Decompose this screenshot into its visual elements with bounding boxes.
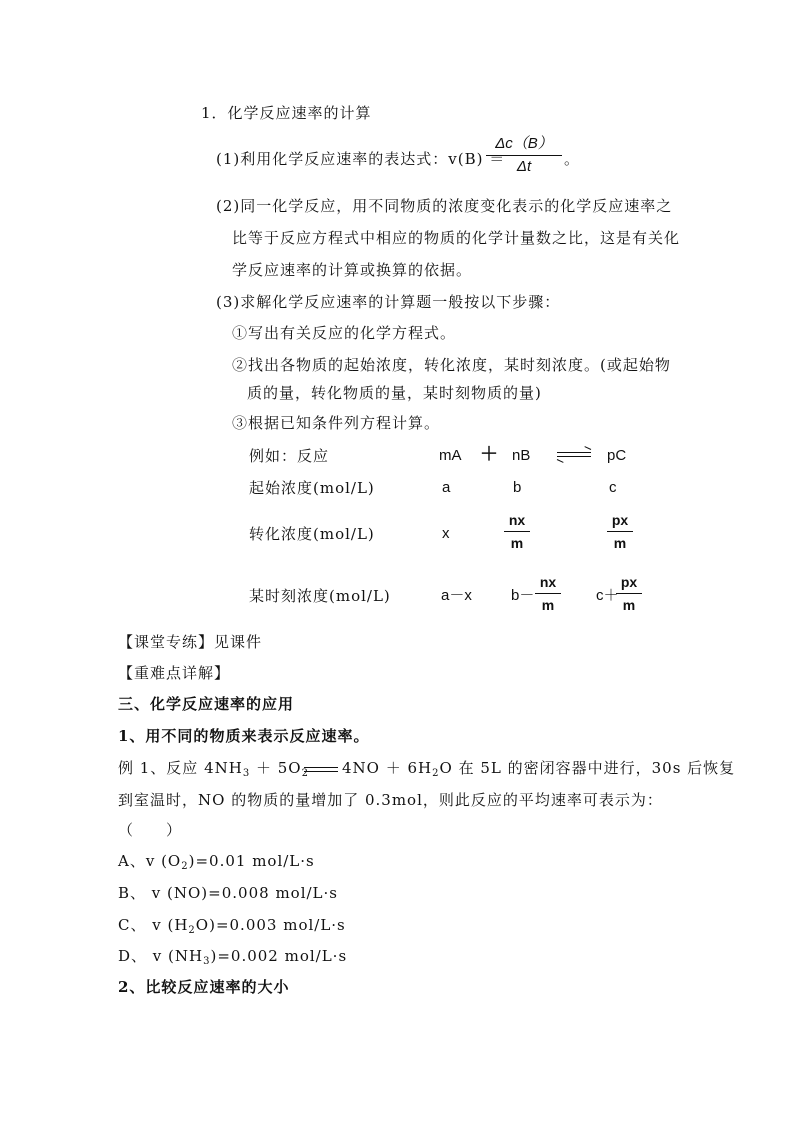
subscript: 3 [203, 956, 211, 967]
table-start-c: c [609, 479, 617, 496]
subscript: 2 [188, 925, 196, 936]
option-text: O)=0.003 mol/L·s [195, 916, 346, 934]
item2-line3: 学反应速率的计算或换算的依据。 [232, 261, 473, 279]
example-text: O 在 5L 的密闭容器中进行，30s 后恢复 [439, 759, 736, 777]
example1-line2: 到室温时，NO 的物质的量增加了 0.3mol，则此反应的平均速率可表示为： [118, 791, 663, 809]
fraction-numerator: nx [539, 574, 557, 590]
option-text: D、 v (NH [118, 947, 204, 965]
rate-formula-fraction [486, 134, 562, 177]
option-text: A、v (O [118, 852, 182, 870]
example-text: 4NO ＋ 6H [342, 759, 433, 777]
option-b: B、 v (NO)=0.008 mol/L·s [118, 884, 338, 902]
item1-text: (1)利用化学反应速率的表达式：v(B) ＝ [216, 150, 506, 168]
section-heading-calc: 1．化学反应速率的计算 [201, 104, 372, 122]
option-c [118, 915, 346, 935]
fraction-denominator: m [541, 597, 555, 613]
table-change-x: x [442, 525, 450, 542]
item1-suffix: 。 [564, 150, 581, 168]
equilibrium-arrow-icon [557, 450, 591, 460]
table-moment-a: a－x [441, 587, 472, 604]
subscript: 2 [432, 768, 440, 779]
step3-text: ③根据已知条件列方程计算。 [232, 414, 441, 432]
fraction-numerator: nx [508, 512, 526, 528]
table-change-px-fraction [607, 510, 633, 553]
section3-sub1: 1、用不同的物质来表示反应速率。 [118, 727, 370, 745]
fraction-denominator: m [510, 535, 524, 551]
example1-line1 [118, 758, 309, 778]
step2-line1: ②找出各物质的起始浓度，转化浓度，某时刻浓度。(或起始物 [232, 356, 671, 374]
table-col-mA: mA [439, 447, 462, 464]
example-text: 例 1、反应 4NH [118, 759, 243, 777]
table-start-b: b [513, 479, 522, 496]
step1-text: ①写出有关反应的化学方程式。 [232, 324, 457, 342]
option-text: )=0.01 mol/L·s [188, 852, 315, 870]
section3-heading: 三、化学反应速率的应用 [118, 695, 295, 713]
option-text: )=0.002 mol/L·s [210, 947, 348, 965]
rate-formula-denominator: Δt [516, 158, 532, 175]
fraction-bar [616, 593, 642, 594]
fraction-bar [607, 531, 633, 532]
fraction-denominator: m [622, 597, 636, 613]
table-col-pC: pC [607, 447, 627, 464]
subscript: 2 [181, 861, 189, 872]
example-text: ＋ 5O [250, 759, 302, 777]
step2-line2: 质的量，转化物质的量，某时刻物质的量) [247, 384, 542, 402]
practice-note: 【课堂专练】见课件 [118, 633, 263, 651]
table-row-label-example: 例如：反应 [249, 447, 330, 465]
table-moment-c-prefix: c＋ [596, 587, 619, 604]
option-d [118, 946, 347, 966]
table-row-label-moment: 某时刻浓度(mol/L) [249, 587, 391, 605]
fraction-numerator: px [620, 574, 638, 590]
table-plus: ＋ [480, 444, 498, 464]
reaction-equals-icon [304, 767, 338, 773]
table-moment-c-fraction [616, 572, 642, 615]
section3-sub2: 2、比较反应速率的大小 [118, 978, 290, 996]
table-col-nB: nB [512, 447, 531, 464]
rate-formula-numerator: Δc（B） [495, 135, 553, 152]
table-row-label-start: 起始浓度(mol/L) [249, 479, 375, 497]
table-moment-b-fraction [535, 572, 561, 615]
item3-text: (3)求解化学反应速率的计算题一般按以下步骤： [216, 293, 561, 311]
fraction-bar [535, 593, 561, 594]
fraction-bar [504, 531, 530, 532]
option-a [118, 851, 315, 871]
item2-line2: 比等于反应方程式中相应的物质的化学计量数之比，这是有关化 [232, 229, 681, 247]
fraction-denominator: m [613, 535, 627, 551]
table-moment-b-prefix: b－ [511, 587, 535, 604]
example1-line1-cont [342, 758, 735, 778]
example1-answer-blank: （ ） [118, 821, 183, 839]
subscript: 2 [301, 768, 309, 779]
table-row-label-change: 转化浓度(mol/L) [249, 525, 375, 543]
subscript: 3 [242, 768, 251, 779]
table-change-nx-fraction [504, 510, 530, 553]
option-text: C、 v (H [118, 916, 189, 934]
key-points-title: 【重难点详解】 [118, 664, 231, 682]
fraction-bar [486, 155, 562, 156]
item2-line1: (2)同一化学反应，用不同物质的浓度变化表示的化学反应速率之 [216, 197, 673, 215]
table-start-a: a [442, 479, 451, 496]
fraction-numerator: px [611, 512, 629, 528]
